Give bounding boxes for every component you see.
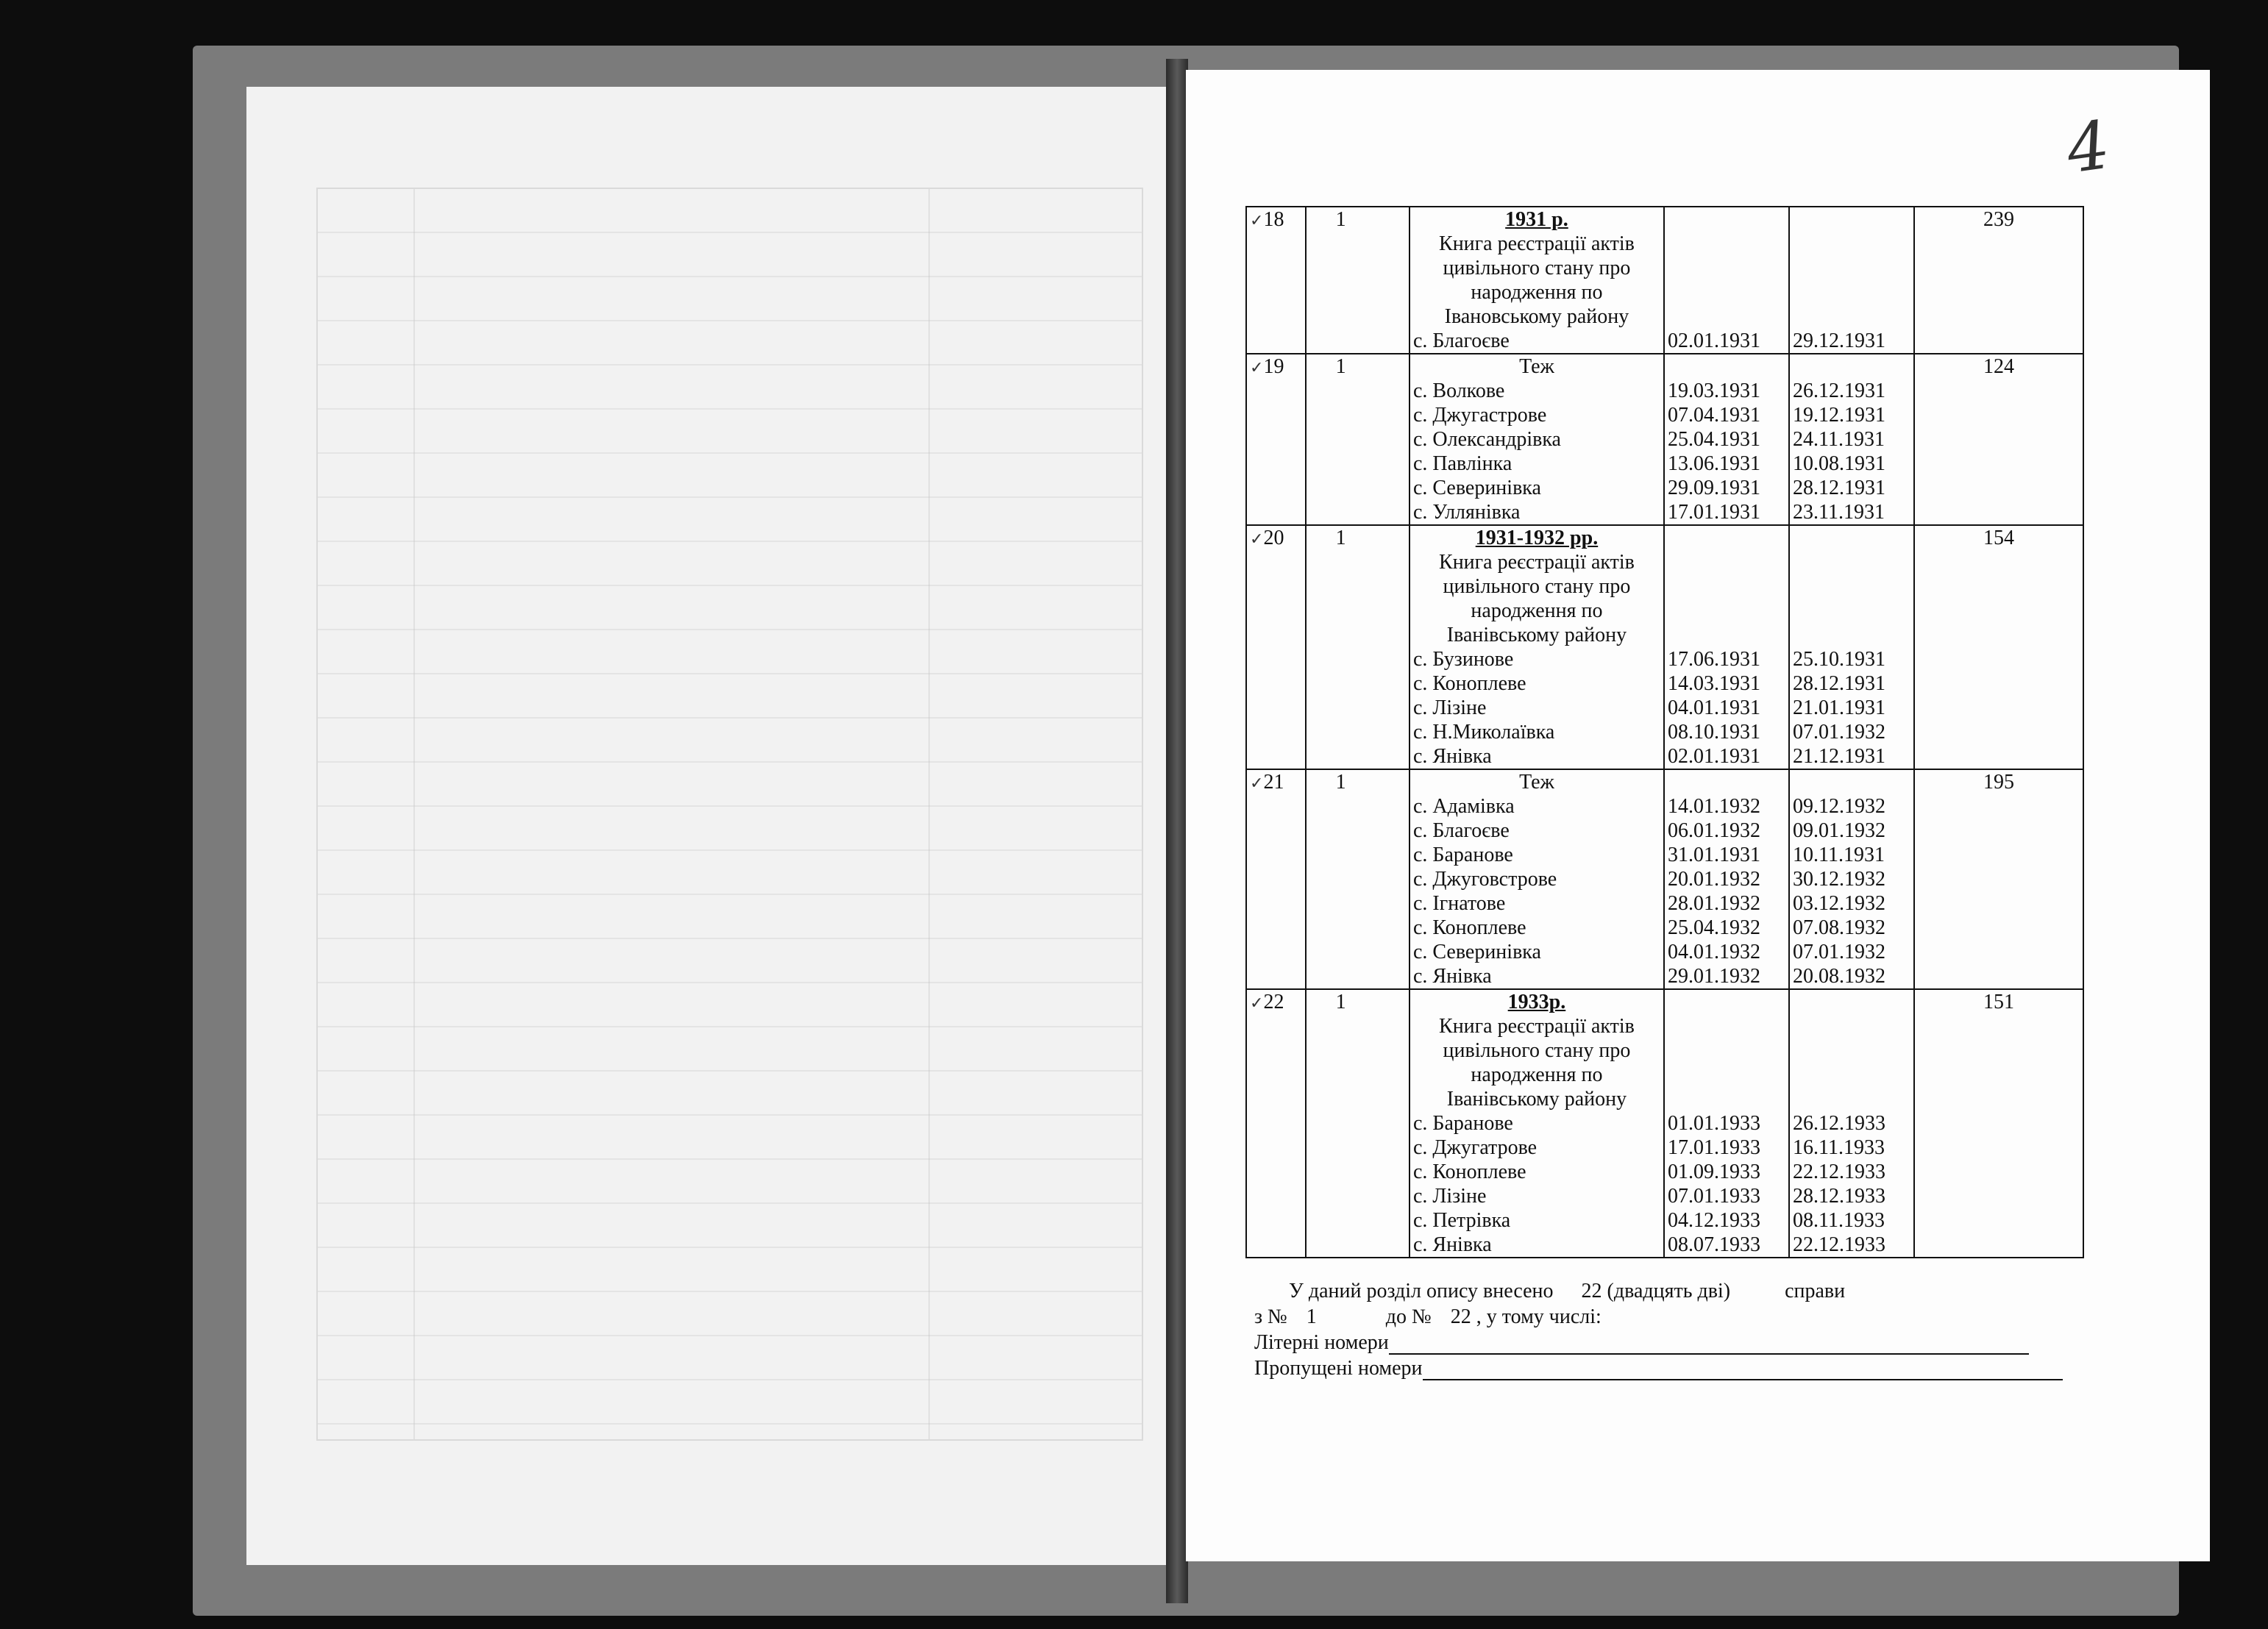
case-number: 19 <box>1263 355 1284 378</box>
description-line: Теж <box>1519 771 1554 794</box>
inventory-table <box>1245 206 2084 1258</box>
count-value: 1 <box>1335 527 1346 549</box>
start-date: 06.01.1932 <box>1667 819 1760 842</box>
blank-line <box>1793 304 1910 329</box>
sheets-count: 239 <box>1983 208 2015 231</box>
description-line: цивільного стану про <box>1443 575 1631 598</box>
end-date-cell <box>1789 989 1914 1258</box>
sheets-cell <box>1914 769 2083 989</box>
footer-from-value: 1 <box>1306 1305 1317 1328</box>
count-value: 1 <box>1335 991 1346 1013</box>
blank-line <box>1668 1087 1785 1111</box>
description-line: народження по <box>1471 599 1603 622</box>
case-number-cell <box>1246 207 1306 354</box>
start-date: 17.06.1931 <box>1667 648 1760 671</box>
end-date-cell <box>1789 525 1914 769</box>
end-date: 07.01.1932 <box>1793 721 1886 744</box>
place-name: с. Джугатрове <box>1412 1136 1538 1159</box>
footer-count: 22 (двадцять дві) <box>1581 1280 1731 1302</box>
description-line: Іванівському району <box>1446 1088 1627 1111</box>
place-name: с. Волкове <box>1412 379 1505 402</box>
blank-line <box>1668 1014 1785 1038</box>
blank-line <box>1668 207 1785 232</box>
footer-line-1 <box>1254 1280 1845 1303</box>
check-mark-icon: ✓ <box>1250 994 1264 1012</box>
case-number-line <box>1250 354 1302 379</box>
blank-line <box>1668 990 1785 1014</box>
count-cell <box>1306 354 1409 525</box>
end-date: 09.01.1932 <box>1793 819 1886 842</box>
place-name: с. Джуговстрове <box>1412 868 1557 891</box>
blank-line <box>1793 232 1910 256</box>
blank-line <box>1793 623 1910 647</box>
description-line: Івановському району <box>1444 305 1629 328</box>
place-name: с. Янівка <box>1412 745 1492 768</box>
start-date: 04.01.1931 <box>1667 696 1760 719</box>
blank-line <box>1668 354 1785 379</box>
case-number: 22 <box>1263 991 1284 1013</box>
end-date: 28.12.1933 <box>1793 1185 1886 1208</box>
left-page-bleedthrough <box>316 188 1143 1441</box>
check-mark-icon: ✓ <box>1250 358 1264 377</box>
blank-line <box>1668 1038 1785 1063</box>
sheets-count: 195 <box>1983 771 2015 794</box>
literal-numbers-label: Літерні номери <box>1254 1331 1389 1354</box>
description-line: народження по <box>1471 281 1603 304</box>
end-date: 26.12.1931 <box>1793 379 1886 402</box>
case-number-line <box>1250 526 1302 550</box>
start-date: 14.01.1932 <box>1667 795 1760 818</box>
place-name: с. Бузинове <box>1412 648 1514 671</box>
end-date: 19.12.1931 <box>1793 404 1886 427</box>
start-date: 20.01.1932 <box>1667 868 1760 891</box>
blank-line <box>1668 280 1785 304</box>
blank-line <box>1793 354 1910 379</box>
place-name: с. Северинівка <box>1412 941 1541 963</box>
end-date: 10.11.1931 <box>1793 844 1885 866</box>
start-date: 04.12.1933 <box>1667 1209 1760 1232</box>
case-number-line <box>1250 990 1302 1014</box>
case-number-cell <box>1246 525 1306 769</box>
start-date: 25.04.1931 <box>1667 428 1760 451</box>
case-number: 20 <box>1263 527 1284 549</box>
start-date-cell <box>1664 525 1789 769</box>
footer-to-value: 22 <box>1450 1305 1471 1328</box>
sheets-cell <box>1914 989 2083 1258</box>
sheets-count: 154 <box>1983 527 2015 549</box>
start-date: 19.03.1931 <box>1667 379 1760 402</box>
case-number: 21 <box>1263 771 1284 794</box>
blank-line <box>1793 1063 1910 1087</box>
blank-line <box>1668 232 1785 256</box>
description-line: цивільного стану про <box>1443 1039 1631 1062</box>
start-date: 14.03.1931 <box>1667 672 1760 695</box>
place-name: с. Северинівка <box>1412 477 1541 499</box>
place-name: с. Баранове <box>1412 844 1513 866</box>
start-date: 29.09.1931 <box>1667 477 1760 499</box>
missing-numbers-label: Пропущені номери <box>1254 1357 1423 1380</box>
end-date: 22.12.1933 <box>1793 1233 1886 1256</box>
blank-line <box>1668 256 1785 280</box>
case-number-cell <box>1246 354 1306 525</box>
blank-line <box>1793 256 1910 280</box>
start-date: 31.01.1931 <box>1667 844 1760 866</box>
footer-suffix: справи <box>1785 1280 1846 1302</box>
place-name: с. Коноплеве <box>1412 672 1526 695</box>
end-date: 29.12.1931 <box>1793 329 1886 352</box>
description-line: Книга реєстрації актів <box>1439 551 1635 574</box>
literal-numbers-rule <box>1389 1353 2029 1355</box>
start-date: 13.06.1931 <box>1667 452 1760 475</box>
case-number-cell <box>1246 989 1306 1258</box>
end-date-cell <box>1789 354 1914 525</box>
footer-prefix: У даний розділ опису внесено <box>1289 1280 1554 1302</box>
inventory-row <box>1246 769 2083 989</box>
case-number: 18 <box>1263 208 1284 231</box>
end-date: 22.12.1933 <box>1793 1161 1886 1183</box>
description-line: Книга реєстрації актів <box>1439 232 1635 255</box>
case-number-line <box>1250 207 1302 232</box>
sheets-cell <box>1914 525 2083 769</box>
blank-line <box>1668 599 1785 623</box>
footer-line2-suffix: , у тому числі: <box>1476 1305 1602 1328</box>
start-date: 07.04.1931 <box>1667 404 1760 427</box>
description-line: Книга реєстрації актів <box>1439 1015 1635 1038</box>
blank-line <box>1793 599 1910 623</box>
place-name: с. Коноплеве <box>1412 916 1526 939</box>
end-date: 23.11.1931 <box>1793 501 1885 524</box>
blank-line <box>1793 574 1910 599</box>
description-header: 1931-1932 рр. <box>1475 527 1599 549</box>
blank-line <box>1668 526 1785 550</box>
end-date: 08.11.1933 <box>1793 1209 1885 1232</box>
description-line: Іванівському району <box>1446 624 1627 646</box>
count-cell <box>1306 525 1409 769</box>
blank-line <box>1668 1063 1785 1087</box>
place-name: с. Янівка <box>1412 1233 1492 1256</box>
description-cell <box>1409 525 1664 769</box>
blank-line <box>1793 1087 1910 1111</box>
end-date: 03.12.1932 <box>1793 892 1886 915</box>
binding-spine <box>1166 59 1188 1603</box>
inventory-row <box>1246 989 2083 1258</box>
start-date: 29.01.1932 <box>1667 965 1760 988</box>
blank-line <box>1668 770 1785 794</box>
end-date-cell <box>1789 207 1914 354</box>
start-date-cell <box>1664 769 1789 989</box>
end-date: 07.08.1932 <box>1793 916 1886 939</box>
blank-line <box>1793 207 1910 232</box>
blank-line <box>1668 304 1785 329</box>
inventory-row <box>1246 525 2083 769</box>
inventory-row <box>1246 207 2083 354</box>
end-date: 10.08.1931 <box>1793 452 1886 475</box>
missing-numbers-rule <box>1423 1379 2063 1380</box>
case-number-cell <box>1246 769 1306 989</box>
sheets-count: 151 <box>1983 991 2015 1013</box>
end-date: 20.08.1932 <box>1793 965 1886 988</box>
description-line: цивільного стану про <box>1443 257 1631 279</box>
count-value: 1 <box>1335 208 1346 231</box>
footer-from-label: з № <box>1254 1305 1287 1328</box>
count-cell <box>1306 207 1409 354</box>
blank-line <box>1668 623 1785 647</box>
end-date: 26.12.1933 <box>1793 1112 1886 1135</box>
case-number-line <box>1250 770 1302 794</box>
place-name: с. Уллянівка <box>1412 501 1521 524</box>
blank-line <box>1793 526 1910 550</box>
description-line: народження по <box>1471 1063 1603 1086</box>
end-date: 25.10.1931 <box>1793 648 1886 671</box>
blank-line <box>1793 990 1910 1014</box>
blank-line <box>1793 770 1910 794</box>
sheets-cell <box>1914 354 2083 525</box>
start-date: 08.10.1931 <box>1667 721 1760 744</box>
place-name: с. Янівка <box>1412 965 1492 988</box>
sheets-cell <box>1914 207 2083 354</box>
blank-line <box>1793 550 1910 574</box>
end-date: 24.11.1931 <box>1793 428 1885 451</box>
place-name: с. Лізіне <box>1412 696 1487 719</box>
sheets-count: 124 <box>1983 355 2015 378</box>
end-date: 28.12.1931 <box>1793 672 1886 695</box>
place-name: с. Петрівка <box>1412 1209 1511 1232</box>
place-name: с. Джугастрове <box>1412 404 1547 427</box>
folio-number: 4 <box>2061 106 2115 189</box>
start-date: 02.01.1931 <box>1667 745 1760 768</box>
start-date-cell <box>1664 207 1789 354</box>
end-date: 28.12.1931 <box>1793 477 1886 499</box>
place-name: с. Павлінка <box>1412 452 1512 475</box>
start-date: 28.01.1932 <box>1667 892 1760 915</box>
footer-missing-line <box>1254 1357 2063 1380</box>
end-date: 09.12.1932 <box>1793 795 1886 818</box>
description-header: 1933р. <box>1507 991 1566 1013</box>
count-value: 1 <box>1335 771 1346 794</box>
place-name: с. Благоєве <box>1412 329 1510 352</box>
place-name: с. Коноплеве <box>1412 1161 1526 1183</box>
blank-line <box>1793 280 1910 304</box>
start-date: 17.01.1931 <box>1667 501 1760 524</box>
blank-line <box>1793 1038 1910 1063</box>
blank-line <box>1793 1014 1910 1038</box>
place-name: с. Олександрівка <box>1412 428 1561 451</box>
place-name: с. Ігнатове <box>1412 892 1506 915</box>
start-date: 17.01.1933 <box>1667 1136 1760 1159</box>
start-date-cell <box>1664 989 1789 1258</box>
place-name: с. Н.Миколаївка <box>1412 721 1555 744</box>
inventory-row <box>1246 354 2083 525</box>
description-header: 1931 р. <box>1505 208 1568 231</box>
description-line: Теж <box>1519 355 1554 378</box>
check-mark-icon: ✓ <box>1250 211 1264 229</box>
place-name: с. Благоєве <box>1412 819 1510 842</box>
start-date: 01.01.1933 <box>1667 1112 1760 1135</box>
start-date: 02.01.1931 <box>1667 329 1760 352</box>
start-date: 25.04.1932 <box>1667 916 1760 939</box>
description-cell <box>1409 354 1664 525</box>
count-value: 1 <box>1335 355 1346 378</box>
end-date: 30.12.1932 <box>1793 868 1886 891</box>
description-cell <box>1409 207 1664 354</box>
description-cell <box>1409 769 1664 989</box>
start-date-cell <box>1664 354 1789 525</box>
end-date: 21.01.1931 <box>1793 696 1886 719</box>
end-date-cell <box>1789 769 1914 989</box>
count-cell <box>1306 769 1409 989</box>
place-name: с. Лізіне <box>1412 1185 1487 1208</box>
end-date: 07.01.1932 <box>1793 941 1886 963</box>
start-date: 04.01.1932 <box>1667 941 1760 963</box>
footer-line-2 <box>1254 1305 1602 1329</box>
blank-line <box>1668 550 1785 574</box>
description-cell <box>1409 989 1664 1258</box>
end-date: 21.12.1931 <box>1793 745 1886 768</box>
start-date: 08.07.1933 <box>1667 1233 1760 1256</box>
blank-line <box>1668 574 1785 599</box>
footer-to-label: до № <box>1385 1305 1432 1328</box>
start-date: 07.01.1933 <box>1667 1185 1760 1208</box>
end-date: 16.11.1933 <box>1793 1136 1885 1159</box>
check-mark-icon: ✓ <box>1250 774 1264 792</box>
place-name: с. Адамівка <box>1412 795 1515 818</box>
footer-literal-line <box>1254 1331 2029 1355</box>
count-cell <box>1306 989 1409 1258</box>
place-name: с. Баранове <box>1412 1112 1513 1135</box>
check-mark-icon: ✓ <box>1250 530 1264 548</box>
start-date: 01.09.1933 <box>1667 1161 1760 1183</box>
